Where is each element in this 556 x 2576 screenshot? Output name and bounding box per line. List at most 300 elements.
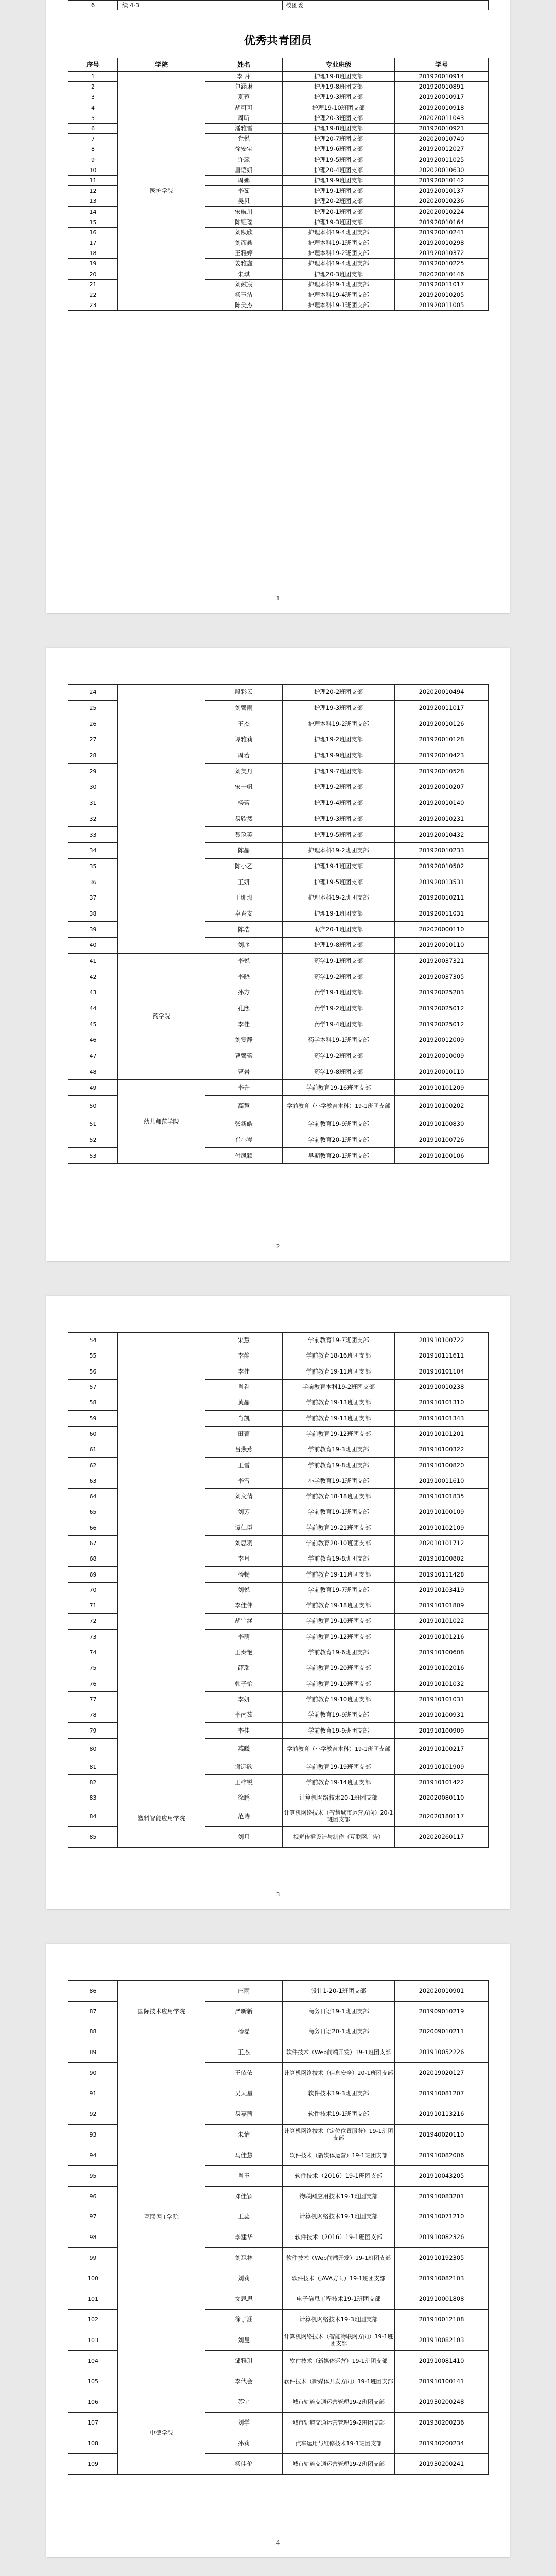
row-number: 36: [68, 874, 118, 890]
student-id: 201920010110: [395, 1064, 489, 1080]
class-cell: 学前教育19-16班团支部: [283, 1080, 395, 1096]
row-number: 37: [68, 890, 118, 906]
student-name: 燕曦: [205, 1738, 283, 1759]
student-id: 201910101835: [395, 1488, 489, 1504]
student-id: 201910102016: [395, 1660, 489, 1676]
row-number: 24: [68, 685, 118, 701]
row-number: 5: [68, 113, 118, 123]
row-number: 52: [68, 1132, 118, 1148]
student-name: 付凤颖: [205, 1148, 283, 1164]
row-number: 44: [68, 1001, 118, 1016]
class-cell: 计算机网络技术（智能物联网方向）19-1班团支部: [283, 2330, 395, 2350]
student-name: 邹雅琪: [205, 2350, 283, 2371]
student-name: 刘月: [205, 1826, 283, 1847]
student-name: 王依依: [205, 2063, 283, 2083]
row-number: 41: [68, 953, 118, 969]
student-name: 李佳: [205, 1723, 283, 1738]
student-name: 谢远欣: [205, 1759, 283, 1774]
class-cell: 护理20-7班团支部: [283, 134, 395, 144]
student-name: 李雪: [205, 1473, 283, 1488]
student-name: 陈晶: [205, 842, 283, 858]
class-cell: 护理19-3班团支部: [283, 811, 395, 827]
class-cell: 护理本科19-1班团支部: [283, 300, 395, 311]
row-number: 100: [68, 2268, 118, 2289]
class-cell: 护理本科19-4班团支部: [283, 259, 395, 269]
class-cell: 学前教育19-10班团支部: [283, 1691, 395, 1707]
row-number: 16: [68, 227, 118, 238]
student-id: 201910100722: [395, 1333, 489, 1348]
row-number: 105: [68, 2371, 118, 2392]
student-id: 201920012009: [395, 1032, 489, 1048]
student-id: 201920010205: [395, 290, 489, 300]
student-id: 201910100141: [395, 2371, 489, 2392]
row-number: 104: [68, 2350, 118, 2371]
fragment-num: 6: [68, 1, 118, 10]
student-name: 朱怡: [205, 2124, 283, 2145]
row-number: 12: [68, 186, 118, 196]
class-cell: 计算机网络技术（智慧城市运营方向）20-1班团支部: [283, 1806, 395, 1826]
row-number: 51: [68, 1116, 118, 1132]
student-name: 刘序: [205, 938, 283, 954]
class-cell: 学前教育19-13班团支部: [283, 1411, 395, 1426]
row-number: 35: [68, 858, 118, 874]
class-cell: 商务日语19-1班团支部: [283, 2001, 395, 2022]
class-cell: 学前教育19-9班团支部: [283, 1723, 395, 1738]
student-id: 201920010528: [395, 764, 489, 779]
row-number: 80: [68, 1738, 118, 1759]
column-header: 学号: [395, 58, 489, 72]
student-name: 薛瑞: [205, 1660, 283, 1676]
row-number: 102: [68, 2309, 118, 2330]
student-id: 201910081410: [395, 2350, 489, 2371]
student-id: 201920012027: [395, 144, 489, 155]
class-cell: 护理19-8班团支部: [283, 72, 395, 82]
student-name: 许蕊: [205, 155, 283, 165]
student-name: 宋航川: [205, 207, 283, 217]
top-fragment-table: [68, 0, 489, 10]
student-name: 范诗: [205, 1806, 283, 1826]
student-id: 201910100109: [395, 1504, 489, 1520]
student-id: 201910101343: [395, 1411, 489, 1426]
student-name: 殷彩云: [205, 685, 283, 701]
class-cell: 护理20-2班团支部: [283, 196, 395, 207]
student-id: 201910101809: [395, 1598, 489, 1614]
student-name: 黄晶: [205, 1395, 283, 1411]
student-id: 201910011610: [395, 1473, 489, 1488]
student-name: 肖凯: [205, 1411, 283, 1426]
row-number: 77: [68, 1691, 118, 1707]
student-name: 陈钰瑶: [205, 217, 283, 227]
student-name: 王蕊: [205, 2207, 283, 2227]
class-cell: 护理19-2班团支部: [283, 779, 395, 795]
student-name: 庄雨: [205, 1981, 283, 2002]
class-cell: 软件技术19-3班团支部: [283, 2083, 395, 2104]
student-id: 201910082103: [395, 2268, 489, 2289]
student-id: 201920010140: [395, 795, 489, 811]
class-cell: 学前教育19-6班团支部: [283, 1645, 395, 1660]
student-id: 201910101216: [395, 1629, 489, 1645]
class-cell: 护理19-1班团支部: [283, 858, 395, 874]
row-number: 33: [68, 827, 118, 843]
student-name: 卓春安: [205, 906, 283, 922]
student-id: 201910100322: [395, 1442, 489, 1458]
student-name: 杨玉洁: [205, 290, 283, 300]
row-number: 21: [68, 279, 118, 290]
student-name: 徐安宝: [205, 144, 283, 155]
page-2: [46, 648, 510, 1261]
row-number: 38: [68, 906, 118, 922]
student-id: 202020010494: [395, 685, 489, 701]
class-cell: 学前教育19-9班团支部: [283, 1116, 395, 1132]
student-name: 王妍: [205, 874, 283, 890]
student-id: 201930200241: [395, 2453, 489, 2474]
student-name: 聂玖英: [205, 827, 283, 843]
student-name: 易嘉茜: [205, 2104, 283, 2125]
row-number: 11: [68, 175, 118, 185]
student-id: 201920010233: [395, 842, 489, 858]
student-id: 201920010917: [395, 92, 489, 103]
class-cell: 护理19-8班团支部: [283, 123, 395, 133]
row-number: 71: [68, 1598, 118, 1614]
class-cell: 学前教育18-16班团支部: [283, 1348, 395, 1364]
row-number: 83: [68, 1790, 118, 1806]
student-id: 202020260117: [395, 1826, 489, 1847]
student-name: 文思思: [205, 2289, 283, 2310]
student-name: 李佳: [205, 1364, 283, 1379]
student-id: 201910101310: [395, 1395, 489, 1411]
student-name: 韩子怡: [205, 1676, 283, 1691]
column-header: 专业班级: [283, 58, 395, 72]
row-number: 106: [68, 2392, 118, 2412]
fragment-col2: 续 4-3: [118, 1, 283, 10]
row-number: 3: [68, 92, 118, 103]
college-cell: 塑料智能应用学院: [118, 1790, 205, 1847]
row-number: 1: [68, 72, 118, 82]
class-cell: 学前教育19-9班团支部: [283, 1707, 395, 1723]
student-name: 刘鼓宸: [205, 279, 283, 290]
row-number: 88: [68, 2022, 118, 2042]
class-cell: 汽车运用与维修技术19-1班团支部: [283, 2433, 395, 2453]
class-cell: 学前教育19-10班团支部: [283, 1614, 395, 1629]
class-cell: 计算机网络技术19-1班团支部: [283, 2207, 395, 2227]
student-id: 201910102109: [395, 1520, 489, 1535]
class-cell: 学前教育19-8班团支部: [283, 1551, 395, 1567]
row-number: 93: [68, 2124, 118, 2145]
class-cell: 助产20-1班团支部: [283, 922, 395, 938]
class-cell: 软件技术19-1班团支部: [283, 2104, 395, 2125]
row-number: 53: [68, 1148, 118, 1164]
row-number: 31: [68, 795, 118, 811]
class-cell: 学前教育19-3班团支部: [283, 1442, 395, 1458]
row-number: 29: [68, 764, 118, 779]
student-name: 谭仁臣: [205, 1520, 283, 1535]
student-id: 201910100202: [395, 1095, 489, 1116]
row-number: 96: [68, 2186, 118, 2207]
row-number: 40: [68, 938, 118, 954]
student-id: 201920010231: [395, 811, 489, 827]
student-name: 陈美杰: [205, 300, 283, 311]
class-cell: 学前教育（小学教育本科）19-1班团支部: [283, 1095, 395, 1116]
class-cell: 药学19-2班团支部: [283, 1001, 395, 1016]
student-id: 201910083201: [395, 2186, 489, 2207]
student-id: 202020010901: [395, 1981, 489, 2002]
class-cell: 护理20-2班团支部: [283, 685, 395, 701]
class-cell: 护理19-7班团支部: [283, 764, 395, 779]
class-cell: 护理19-5班团支部: [283, 827, 395, 843]
student-name: 徐鹏: [205, 1790, 283, 1806]
row-number: 43: [68, 985, 118, 1001]
row-number: 39: [68, 922, 118, 938]
class-cell: 商务日语20-1班团支部: [283, 2022, 395, 2042]
student-name: 朱琪: [205, 269, 283, 279]
class-cell: 软件技术（Web前端开发）19-1班团支部: [283, 2042, 395, 2063]
row-number: 86: [68, 1981, 118, 2002]
student-id: 201910192305: [395, 2248, 489, 2268]
row-number: 34: [68, 842, 118, 858]
row-number: 19: [68, 259, 118, 269]
student-id: 201930200248: [395, 2392, 489, 2412]
student-id: 201910101909: [395, 1759, 489, 1774]
row-number: 47: [68, 1048, 118, 1064]
column-header: 序号: [68, 58, 118, 72]
student-name: 李静: [205, 1348, 283, 1364]
class-cell: 药学本科19-1班团支部: [283, 1032, 395, 1048]
student-name: 李茹: [205, 186, 283, 196]
row-number: 15: [68, 217, 118, 227]
class-cell: 学前教育19-7班团支部: [283, 1333, 395, 1348]
student-id: 202020000110: [395, 922, 489, 938]
row-number: 50: [68, 1095, 118, 1116]
row-number: 9: [68, 155, 118, 165]
student-name: 王杰: [205, 716, 283, 732]
row-number: 61: [68, 1442, 118, 1458]
class-cell: 早期教育20-1班团支部: [283, 1148, 395, 1164]
student-id: 202020010630: [395, 165, 489, 175]
row-number: 68: [68, 1551, 118, 1567]
student-id: 201910101201: [395, 1426, 489, 1442]
class-cell: 软件技术（新媒体运营）19-1班团支部: [283, 2145, 395, 2165]
class-cell: 软件技术（JAVA方向）19-1班团支部: [283, 2268, 395, 2289]
student-id: 201920010502: [395, 858, 489, 874]
student-name: 李妍: [205, 1691, 283, 1707]
row-number: 64: [68, 1488, 118, 1504]
row-number: 65: [68, 1504, 118, 1520]
student-id: 201920010914: [395, 72, 489, 82]
student-name: 宋慧: [205, 1333, 283, 1348]
class-cell: 护理19-9班团支部: [283, 175, 395, 185]
student-name: 刘悦: [205, 1582, 283, 1598]
student-id: 201920010423: [395, 748, 489, 764]
class-cell: 护理本科19-2班团支部: [283, 248, 395, 259]
class-cell: 护理本科19-2班团支部: [283, 842, 395, 858]
row-number: 58: [68, 1395, 118, 1411]
row-number: 56: [68, 1364, 118, 1379]
class-cell: 物联网应用技术19-1班团支部: [283, 2186, 395, 2207]
student-name: 刘彦鑫: [205, 238, 283, 248]
student-id: 201910100106: [395, 1148, 489, 1164]
student-name: 刘跃欣: [205, 227, 283, 238]
student-name: 李佳: [205, 1016, 283, 1032]
student-name: 刘森林: [205, 2248, 283, 2268]
student-name: 崔小岑: [205, 1132, 283, 1148]
class-cell: 护理19-6班团支部: [283, 144, 395, 155]
row-number: 98: [68, 2227, 118, 2248]
student-id: 202019020127: [395, 2063, 489, 2083]
row-number: 2: [68, 82, 118, 92]
student-id: 201920010298: [395, 238, 489, 248]
student-id: 201910082103: [395, 2330, 489, 2350]
page-1: [46, 0, 510, 613]
class-cell: 软件技术（2016）19-1班团支部: [283, 2165, 395, 2186]
row-number: 91: [68, 2083, 118, 2104]
student-id: 201910052226: [395, 2042, 489, 2063]
college-cell: 医护学院: [118, 72, 205, 311]
column-header: 姓名: [205, 58, 283, 72]
student-name: 李 萍: [205, 72, 283, 82]
row-number: 70: [68, 1582, 118, 1598]
student-id: 201920010241: [395, 227, 489, 238]
student-id: 202009010211: [395, 2022, 489, 2042]
row-number: 45: [68, 1016, 118, 1032]
student-id: 201920037305: [395, 969, 489, 985]
page-number: 1: [276, 595, 280, 602]
student-name: 刘曼: [205, 2330, 283, 2350]
student-id: 201920010372: [395, 248, 489, 259]
student-id: 201910100830: [395, 1116, 489, 1132]
class-cell: 视觉传播设计与制作（互联网广告）: [283, 1826, 395, 1847]
row-number: 14: [68, 207, 118, 217]
student-id: 201920010921: [395, 123, 489, 133]
student-id: 201920010009: [395, 1048, 489, 1064]
class-cell: 护理19-5班团支部: [283, 155, 395, 165]
class-cell: 学前教育19-13班团支部: [283, 1395, 395, 1411]
student-name: 李建华: [205, 2227, 283, 2248]
class-cell: 护理本科19-2班团支部: [283, 716, 395, 732]
row-number: 74: [68, 1645, 118, 1660]
row-number: 89: [68, 2042, 118, 2063]
student-name: 孙莉: [205, 2433, 283, 2453]
student-id: 202020180117: [395, 1806, 489, 1826]
college-cell: 互联网+学院: [118, 2042, 205, 2392]
student-name: 夏蓉: [205, 92, 283, 103]
class-cell: 计算机网络技术（信息安全）20-1班团支部: [283, 2063, 395, 2083]
class-cell: 学前教育19-18班团支部: [283, 1598, 395, 1614]
college-cell: 幼儿师范学院: [118, 1080, 205, 1164]
row-number: 87: [68, 2001, 118, 2022]
class-cell: 城市轨道交通运营管理19-2班团支部: [283, 2412, 395, 2433]
student-name: 李代会: [205, 2371, 283, 2392]
class-cell: 学前教育（小学教育本科）19-1班团支部: [283, 1738, 395, 1759]
row-number: 73: [68, 1629, 118, 1645]
student-name: 陈浩: [205, 922, 283, 938]
table-row: [68, 2392, 489, 2412]
page-4: [46, 1944, 510, 2557]
row-number: 13: [68, 196, 118, 207]
row-number: 32: [68, 811, 118, 827]
row-number: 48: [68, 1064, 118, 1080]
class-cell: 学前教育19-21班团支部: [283, 1520, 395, 1535]
page-title: 优秀共青团员: [244, 34, 312, 47]
row-number: 23: [68, 300, 118, 311]
student-name: 曹馨蕾: [205, 1048, 283, 1064]
student-id: 201910101022: [395, 1614, 489, 1629]
table-row: [68, 1981, 489, 2002]
class-cell: 学前教育19-1班团支部: [283, 1504, 395, 1520]
class-cell: 学前教育19-11班团支部: [283, 1364, 395, 1379]
student-name: 陈小乙: [205, 858, 283, 874]
student-id: 201910012108: [395, 2309, 489, 2330]
student-name: 李月: [205, 1551, 283, 1567]
student-name: 肖玉: [205, 2165, 283, 2186]
class-cell: 护理19-8班团支部: [283, 938, 395, 954]
row-number: 42: [68, 969, 118, 985]
student-name: 王杰: [205, 2042, 283, 2063]
row-number: 10: [68, 165, 118, 175]
class-cell: 护理19-8班团支部: [283, 82, 395, 92]
row-number: 59: [68, 1411, 118, 1426]
row-number: 6: [68, 123, 118, 133]
class-cell: 学前教育19-14班团支部: [283, 1775, 395, 1790]
college-cell: 中德学院: [118, 2392, 205, 2474]
student-id: 201920010211: [395, 890, 489, 906]
page-number: 3: [276, 1891, 280, 1898]
row-number: 55: [68, 1348, 118, 1364]
class-cell: 学前教育19-7班团支部: [283, 1582, 395, 1598]
row-number: 46: [68, 1032, 118, 1048]
row-number: 76: [68, 1676, 118, 1691]
student-id: 201920010891: [395, 82, 489, 92]
student-id: 201920011017: [395, 700, 489, 716]
student-id: 201920010225: [395, 259, 489, 269]
class-cell: 城市轨道交通运营管理19-2班团支部: [283, 2392, 395, 2412]
student-id: 201920025012: [395, 1001, 489, 1016]
table-row: [68, 1790, 489, 1806]
row-number: 109: [68, 2453, 118, 2474]
student-name: 苏宇: [205, 2392, 283, 2412]
student-id: 201920011017: [395, 279, 489, 290]
row-number: 18: [68, 248, 118, 259]
class-cell: 学前教育19-20班团支部: [283, 1660, 395, 1676]
student-name: 李晓: [205, 969, 283, 985]
row-number: 26: [68, 716, 118, 732]
student-name: 徐子涵: [205, 2309, 283, 2330]
student-id: 201910100909: [395, 1723, 489, 1738]
student-name: 王雅婷: [205, 248, 283, 259]
student-id: 201910010238: [395, 1379, 489, 1395]
row-number: 79: [68, 1723, 118, 1738]
student-name: 刘芳: [205, 1504, 283, 1520]
class-cell: 设计1-20-1班团支部: [283, 1981, 395, 2002]
student-id: 201920010207: [395, 779, 489, 795]
student-name: 刘雯静: [205, 1032, 283, 1048]
student-name: 李升: [205, 1080, 283, 1096]
student-name: 曹岩: [205, 1064, 283, 1080]
student-id: 201920010128: [395, 732, 489, 748]
page-number: 2: [276, 1243, 280, 1250]
student-id: 201910043205: [395, 2165, 489, 2186]
class-cell: 计算机网络技术20-1班团支部: [283, 1790, 395, 1806]
table-row: [68, 1333, 489, 1348]
student-name: 杨磊: [205, 2022, 283, 2042]
student-name: 刘文倩: [205, 1488, 283, 1504]
class-cell: 软件技术（新媒体运营）19-1班团支部: [283, 2350, 395, 2371]
student-id: 201920010126: [395, 716, 489, 732]
row-number: 72: [68, 1614, 118, 1629]
student-name: 宋一帆: [205, 779, 283, 795]
table-row: [68, 2042, 489, 2063]
row-number: 85: [68, 1826, 118, 1847]
honor-table-page-2: [68, 684, 489, 1164]
